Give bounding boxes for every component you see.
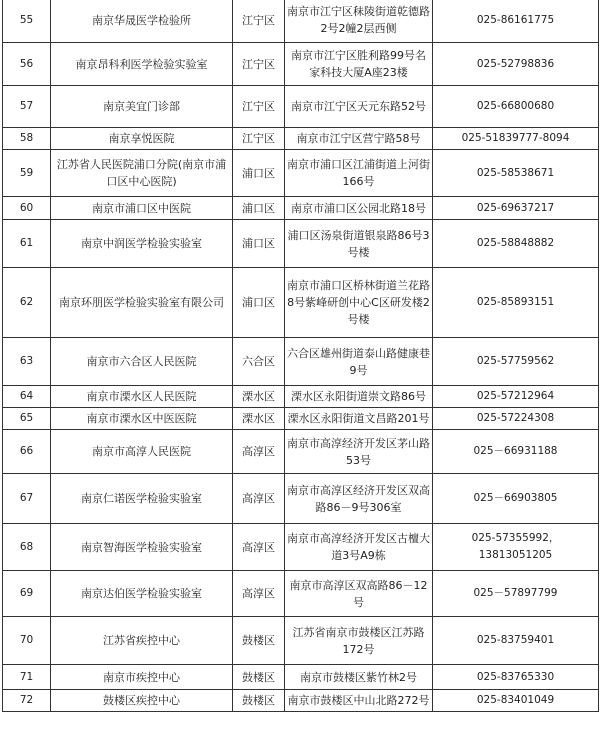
address: 江苏省南京市鼓楼区江苏路172号 — [285, 617, 433, 665]
phone: 025-83401049 — [433, 690, 599, 712]
address: 南京市鼓楼区紫竹林2号 — [285, 665, 433, 690]
district: 鼓楼区 — [233, 690, 285, 712]
phone: 025-85893151 — [433, 268, 599, 338]
table-body — [3, 0, 599, 712]
row-number: 65 — [3, 408, 51, 430]
phone: 025-57224308 — [433, 408, 599, 430]
phone: 025-66800680 — [433, 86, 599, 128]
address: 南京市江宁区天元东路52号 — [285, 86, 433, 128]
table-row — [3, 524, 599, 571]
institution-name: 南京市浦口区中医院 — [51, 197, 233, 220]
address: 浦口区汤泉街道银泉路86号3号楼 — [285, 220, 433, 268]
row-number: 57 — [3, 86, 51, 128]
district: 六合区 — [233, 338, 285, 386]
table-row — [3, 690, 599, 712]
address: 溧水区永阳街道文昌路201号 — [285, 408, 433, 430]
district: 鼓楼区 — [233, 617, 285, 665]
phone: 025-69637217 — [433, 197, 599, 220]
address: 南京市浦口区公园北路18号 — [285, 197, 433, 220]
address: 南京市高淳经济开发区古檀大道3号A9栋 — [285, 524, 433, 571]
table-row — [3, 338, 599, 386]
address: 溧水区永阳街道崇文路86号 — [285, 386, 433, 408]
institution-name: 南京享悦医院 — [51, 128, 233, 150]
district: 高淳区 — [233, 571, 285, 617]
row-number: 62 — [3, 268, 51, 338]
phone: 025-83759401 — [433, 617, 599, 665]
institution-name: 南京市疾控中心 — [51, 665, 233, 690]
table-row — [3, 43, 599, 86]
row-number: 69 — [3, 571, 51, 617]
row-number: 68 — [3, 524, 51, 571]
phone: 025－57897799 — [433, 571, 599, 617]
table-row — [3, 617, 599, 665]
institution-name: 江苏省人民医院浦口分院(南京市浦口区中心医院) — [51, 150, 233, 197]
row-number: 61 — [3, 220, 51, 268]
address: 南京市高淳区双高路86－12号 — [285, 571, 433, 617]
address: 南京市江宁区秣陵街道乾德路2号2幢2层西侧 — [285, 0, 433, 43]
hospital-table — [2, 0, 599, 712]
district: 浦口区 — [233, 268, 285, 338]
address: 南京市浦口区桥林街道兰花路8号紫峰研创中心C区研发楼2号楼 — [285, 268, 433, 338]
institution-name: 南京昂科利医学检验实验室 — [51, 43, 233, 86]
table-row — [3, 665, 599, 690]
table-row — [3, 220, 599, 268]
row-number: 55 — [3, 0, 51, 43]
district: 浦口区 — [233, 150, 285, 197]
institution-name: 南京环朋医学检验实验室有限公司 — [51, 268, 233, 338]
institution-name: 南京达伯医学检验实验室 — [51, 571, 233, 617]
row-number: 71 — [3, 665, 51, 690]
phone: 025-58538671 — [433, 150, 599, 197]
phone: 025-83765330 — [433, 665, 599, 690]
table-row — [3, 86, 599, 128]
row-number: 66 — [3, 430, 51, 474]
address: 南京市高淳区经济开发区双高路86－9号306室 — [285, 474, 433, 524]
district: 江宁区 — [233, 0, 285, 43]
district: 江宁区 — [233, 86, 285, 128]
district: 高淳区 — [233, 430, 285, 474]
table-row — [3, 408, 599, 430]
address: 南京市江宁区胜利路99号名家科技大厦A座23楼 — [285, 43, 433, 86]
table-row — [3, 268, 599, 338]
phone: 025－66903805 — [433, 474, 599, 524]
row-number: 59 — [3, 150, 51, 197]
district: 溧水区 — [233, 408, 285, 430]
table-row — [3, 571, 599, 617]
row-number: 64 — [3, 386, 51, 408]
institution-name: 南京华晟医学检验所 — [51, 0, 233, 43]
institution-name: 南京市溧水区中医医院 — [51, 408, 233, 430]
phone: 025-57212964 — [433, 386, 599, 408]
address: 六合区雄州街道泰山路健康巷9号 — [285, 338, 433, 386]
row-number: 58 — [3, 128, 51, 150]
phone: 025-86161775 — [433, 0, 599, 43]
institution-name: 南京仁诺医学检验实验室 — [51, 474, 233, 524]
row-number: 63 — [3, 338, 51, 386]
district: 浦口区 — [233, 220, 285, 268]
institution-name: 江苏省疾控中心 — [51, 617, 233, 665]
institution-name: 南京市高淳人民医院 — [51, 430, 233, 474]
table-row — [3, 386, 599, 408]
row-number: 72 — [3, 690, 51, 712]
institution-name: 南京中润医学检验实验室 — [51, 220, 233, 268]
table-row — [3, 474, 599, 524]
district: 高淳区 — [233, 474, 285, 524]
row-number: 67 — [3, 474, 51, 524]
address: 南京市鼓楼区中山北路272号 — [285, 690, 433, 712]
institution-name: 南京美宜门诊部 — [51, 86, 233, 128]
table-row — [3, 197, 599, 220]
district: 浦口区 — [233, 197, 285, 220]
row-number: 60 — [3, 197, 51, 220]
phone: 025-57355992，13813051205 — [433, 524, 599, 571]
address: 南京市江宁区营宁路58号 — [285, 128, 433, 150]
district: 江宁区 — [233, 43, 285, 86]
table-row — [3, 430, 599, 474]
phone: 025－66931188 — [433, 430, 599, 474]
table-row — [3, 150, 599, 197]
district: 溧水区 — [233, 386, 285, 408]
district: 高淳区 — [233, 524, 285, 571]
district: 江宁区 — [233, 128, 285, 150]
phone: 025-57759562 — [433, 338, 599, 386]
address: 南京市高淳经济开发区茅山路53号 — [285, 430, 433, 474]
phone: 025-52798836 — [433, 43, 599, 86]
address: 南京市浦口区江浦街道上河街166号 — [285, 150, 433, 197]
institution-name: 南京市溧水区人民医院 — [51, 386, 233, 408]
institution-name: 南京智海医学检验实验室 — [51, 524, 233, 571]
phone: 025-51839777-8094 — [433, 128, 599, 150]
district: 鼓楼区 — [233, 665, 285, 690]
row-number: 70 — [3, 617, 51, 665]
row-number: 56 — [3, 43, 51, 86]
table-row — [3, 0, 599, 43]
institution-name: 鼓楼区疾控中心 — [51, 690, 233, 712]
phone: 025-58848882 — [433, 220, 599, 268]
table-row — [3, 128, 599, 150]
institution-name: 南京市六合区人民医院 — [51, 338, 233, 386]
